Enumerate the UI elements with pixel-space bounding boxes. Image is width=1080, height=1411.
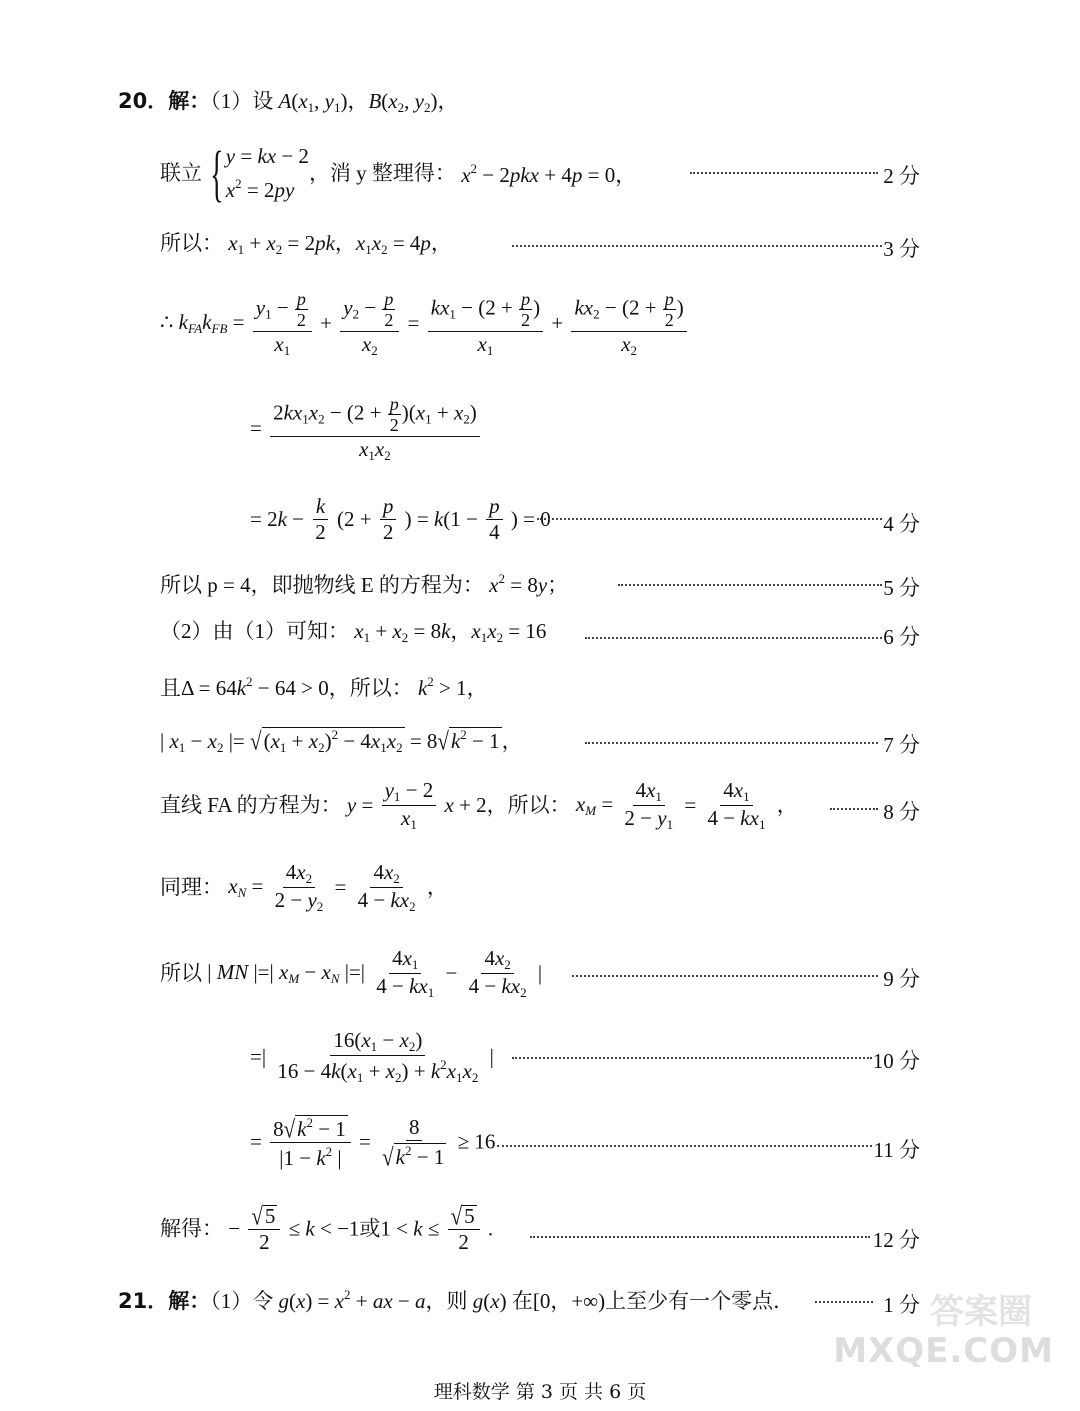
- frac-xn1: $\frac{4x_2}{2 - y_2}$: [274, 860, 324, 914]
- join-label: 联立: [160, 161, 202, 186]
- mn-line: 所以 | MN |=| $x_M - x_N$ |=| $\frac{4x_1}{4 - kx_1}$ − $\frac{4x_2}{4 - kx_2}$ |: [160, 946, 543, 1000]
- delta-so: ，所以：: [328, 676, 413, 700]
- similarly-label: 同理：: [160, 875, 223, 899]
- delta-prefix: 且: [160, 676, 181, 700]
- score-q21-1: 1 分: [883, 1293, 920, 1317]
- score-11: 11 分: [873, 1138, 920, 1162]
- dots-8: [572, 975, 878, 977]
- score-12: 12 分: [872, 1228, 920, 1252]
- score-6: 6 分: [883, 625, 920, 649]
- score-9: 9 分: [883, 967, 920, 991]
- score-2: 2 分: [883, 164, 920, 188]
- frac-s2: $\frac{√5}{2}$: [448, 1205, 480, 1253]
- vieta-line: 所以： $x_1 + x_2 = 2pk$，$x_1x_2 = 4p$，: [160, 231, 452, 257]
- watermark: MXQE.COM: [833, 1331, 1054, 1371]
- dots-5: [585, 637, 882, 639]
- dots-10: [497, 1145, 872, 1147]
- line-fa: 直线 FA 的方程为： y = $\frac{y_1 - 2}{x_1}$ x + 2，所以： $x_M$ = $\frac{4x_1}{2 - y_1}$ = $\frac{4x_1}{4 - kx_1}$ ，: [160, 778, 798, 832]
- frac-e: $2kx_1x_2 - (2$ + $\frac{p}{2}$ )$(x_1 + x_2)$ $x_1x_2$: [270, 395, 480, 462]
- dots-2: [512, 245, 882, 247]
- q21-number: 21．解：: [118, 1289, 211, 1313]
- solve-label: 解得：: [160, 1216, 223, 1241]
- brace: {: [210, 139, 224, 208]
- frac-xn2: $\frac{4x_2}{4 - kx_2}$: [357, 860, 416, 914]
- frac-d: $kx_2 - (2$ + $\frac{p}{2}$ ) $x_2$: [571, 290, 686, 357]
- score-10: 10 分: [872, 1049, 920, 1073]
- score-3: 3 分: [883, 237, 920, 261]
- similarly-line: 同理： $x_N$ = $\frac{4x_2}{2 - y_2}$ = $\frac{4x_2}{4 - kx_2}$ ，: [160, 860, 448, 914]
- frac-mn2: $\frac{4x_2}{4 - kx_2}$: [468, 946, 527, 1000]
- q20-header: 20．解：（1）设 $A(x_1$, $y_1$)，$B(x_2$, $y_2$)，: [118, 89, 459, 115]
- frac-mn5: $\frac{8}{√k^2 - 1}$: [382, 1114, 445, 1171]
- frac-p2: $\frac{p}{2}$: [380, 496, 397, 543]
- part2-label: （2）由（1）可知：: [160, 619, 349, 643]
- solve-line: 解得： − $\frac{√5}{2}$ ≤ k < −1或1 < k ≤ $\frac{√5}{2}$ .: [160, 1201, 494, 1254]
- result-line: = 2k − $\frac{k}{2}$ (2 + $\frac{p}{2}$ ) = k(1 − $\frac{p}{4}$ ) = 0: [250, 494, 551, 544]
- score-8: 8 分: [883, 800, 920, 824]
- score-5: 5 分: [883, 576, 920, 600]
- equation-system: y = kx − 2 $x^2 = 2py$: [225, 144, 309, 202]
- dots-1: [690, 172, 878, 174]
- so-p-text: 所以 p = 4，即抛物线 E 的方程为：: [160, 573, 484, 597]
- frac-a: $y_1$ − $\frac{p}{2}$ $x_1$: [253, 290, 312, 357]
- frac-mn3: $\frac{16(x_1 - x_2)}{16 - 4k(x_1 + x_2) + k^2x_1x_2}$: [277, 1028, 479, 1085]
- mn2-line: =| $\frac{16(x_1 - x_2)}{16 - 4k(x_1 + x_2) + k^2x_1x_2}$ |: [250, 1028, 494, 1085]
- q20-number: 20．解：: [118, 89, 211, 113]
- part1-label: （1）设: [210, 89, 274, 113]
- page-footer: 理科数学 第 3 页 共 6 页: [433, 1381, 647, 1403]
- frac-xm2: $\frac{4x_1}{4 - kx_1}$: [707, 778, 766, 832]
- so-label: 所以：: [160, 231, 223, 255]
- q21-text2: ，则: [425, 1289, 468, 1313]
- dots-11: [530, 1236, 870, 1238]
- frac-b: $y_2$ − $\frac{p}{2}$ $x_2$: [340, 290, 399, 357]
- p-line: 所以 p = 4，即抛物线 E 的方程为： $x^2 = 8y$；: [160, 571, 569, 597]
- mn3-line: = $\frac{8√k^2 - 1}{|1 - k^2 |}$ = $\frac{8}{√k^2 - 1}$ ≥ 16: [250, 1114, 496, 1171]
- so-mn-label: 所以: [160, 961, 202, 985]
- line-fa-so: ，所以：: [486, 793, 571, 817]
- frac-mn4: $\frac{8√k^2 - 1}{|1 - k^2 |}$: [270, 1115, 351, 1169]
- delta-line: 且$\Delta = 64k^2 - 64 > 0$，所以： $k^2 > 1$，: [160, 674, 488, 700]
- dots-4: [618, 584, 882, 586]
- system-line: 联立 { y = kx − 2 $x^2 = 2py$ ，消 y 整理得： $x^2 - 2pkx + 4p = 0$，: [160, 139, 637, 208]
- dots-6: [585, 742, 878, 744]
- eliminate-text: ，消 y 整理得：: [308, 161, 456, 186]
- q21-text1: （1）令: [210, 1289, 274, 1313]
- watermark-logo-text: 答案圈: [930, 1292, 1032, 1332]
- score-4: 4 分: [883, 512, 920, 536]
- part2-line: （2）由（1）可知： $x_1 + x_2 = 8k$，$x_1x_2 = 16$: [160, 619, 547, 645]
- dots-9: [512, 1057, 872, 1059]
- frac-s1: $\frac{√5}{2}$: [248, 1205, 280, 1253]
- frac-fa: $\frac{y_1 - 2}{x_1}$: [382, 780, 437, 831]
- frac-xm1: $\frac{4x_1}{2 - y_1}$: [624, 778, 674, 832]
- dots-3: [537, 518, 882, 520]
- score-7: 7 分: [883, 733, 920, 757]
- frac-k2: $\frac{k}{2}$: [312, 496, 329, 543]
- q21-line: 21．解：（1）令 $g(x) = x^2$ + ax − a，则 g(x) 在[0，+∞)上至少有一个零点．: [118, 1287, 795, 1313]
- or-text: 或: [359, 1216, 381, 1241]
- line-fa-label: 直线 FA 的方程为：: [160, 793, 342, 817]
- frac-mn1: $\frac{4x_1}{4 - kx_1}$: [376, 946, 435, 1000]
- q21-text3: 在[0，+∞)上至少有一个零点．: [511, 1289, 795, 1313]
- combined-line: = $2kx_1x_2 - (2$ + $\frac{p}{2}$ )$(x_1 + x_2)$ $x_1x_2$: [250, 395, 483, 462]
- abs-line: | $x_1 - x_2$ |= $√(x_1 + x_2)^2 - 4x_1x_2 = 8√k^2 - 1$，: [160, 726, 523, 756]
- frac-c: $kx_1 - (2$ + $\frac{p}{2}$ ) $x_1$: [428, 290, 543, 357]
- slope-line: ∴ $k_{FA}k_{FB}$ = $y_1$ − $\frac{p}{2}$ $x_1$ + $y_2$ − $\frac{p}{2}$ $x_2$ = $kx_1 - (2$ + $\frac{p}{2}$ ) $x_1$ + $kx_2 - (2$ + $\frac{p}{2}$ ) $x_2$: [160, 290, 690, 357]
- frac-p4: $\frac{p}{4}$: [486, 496, 503, 543]
